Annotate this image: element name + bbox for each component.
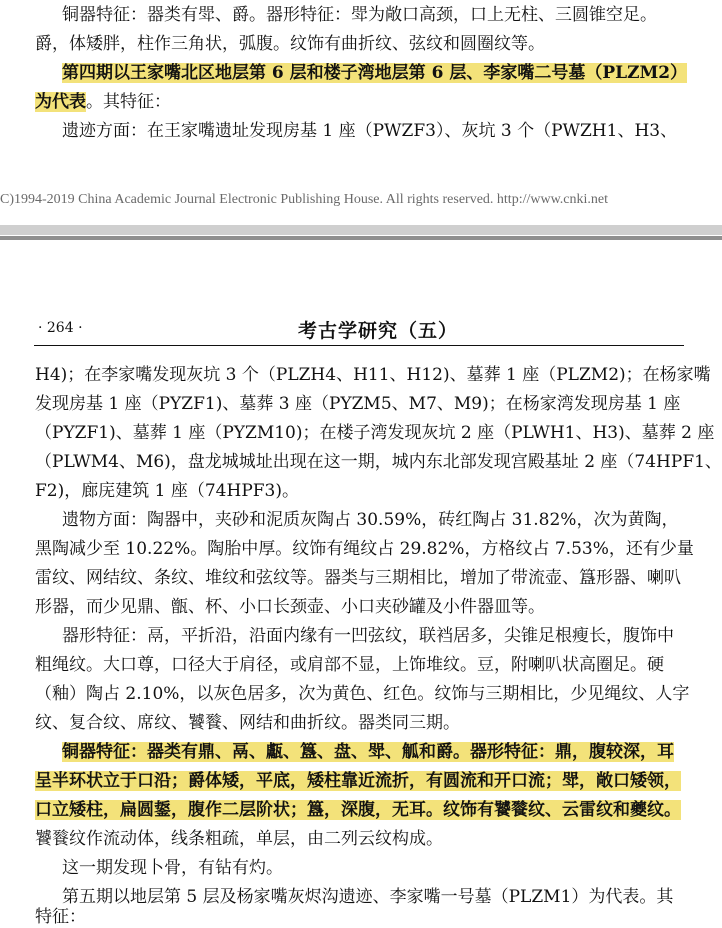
highlight: 口立矮柱，扁圆鋬，腹作二层阶状；簋，深腹，无耳。纹饰有饕餮纹、云雷纹和夔纹。 (35, 800, 681, 820)
highlighted-text-line (35, 799, 681, 821)
text-line: 黑陶减少至 10.22%。陶胎中厚。纹饰有绳纹占 29.82%，方格纹占 7.53%，还有少量 (35, 539, 694, 559)
text-line: 铜器特征：器类有斝、爵。器形特征：斝为敞口高颈，口上无柱、三圆锥空足。 (62, 5, 657, 25)
text-line: 器形特征：鬲，平折沿，沿面内缘有一凹弦纹，联裆居多，尖锥足根瘦长，腹饰中 (62, 626, 674, 646)
book-title: 考古学研究（五） (298, 320, 459, 342)
previous-page-fragment (0, 0, 722, 190)
text-line: 遗物方面：陶器中，夹砂和泥质灰陶占 30.59%，砖红陶占 31.82%，次为黄陶， (62, 510, 679, 530)
highlight: 第四期以王家嘴北区地层第 6 层和楼子湾地层第 6 层、李家嘴二号墓（PLZM2） (62, 63, 688, 83)
text-line: 粗绳纹。大口尊，口径大于肩径，或肩部不显，上饰堆纹。豆，附喇叭状高圈足。硬 (35, 655, 664, 675)
text-rest: 。其特征： (86, 92, 171, 112)
running-header (0, 316, 722, 342)
text-line: 雷纹、网结纹、条纹、堆纹和弦纹等。器类与三期相比，增加了带流壶、簋形器、喇叭 (35, 568, 681, 588)
page-separator (0, 225, 722, 235)
text-line: 发现房基 1 座（PYZF1)、墓葬 3 座（PYZM5、M7、M9)；在杨家湾发现房基 1 座 (35, 394, 681, 414)
text-line: H4)；在李家嘴发现灰坑 3 个（PLZH4、H11、H12)、墓葬 1 座（PLZM2)；在杨家嘴 (35, 365, 711, 385)
highlight: 为代表 (35, 92, 86, 112)
text-line (35, 91, 171, 113)
highlighted-text-line (62, 741, 674, 763)
copyright-notice: C)1994-2019 China Academic Journal Electronic Publishing House. All rights reserved. http://www.cnki.net (0, 192, 608, 207)
page-number: · 264 · (38, 320, 83, 336)
text-line: 纹、复合纹、席纹、饕餮、网结和曲折纹。器类同三期。 (35, 713, 460, 733)
text-line: （釉）陶占 2.10%，以灰色居多，次为黄色、红色。纹饰与三期相比，少见绳纹、人字 (35, 684, 690, 704)
text-line: 饕餮纹作流动体，线条粗疏，单层，由二列云纹构成。 (35, 829, 443, 849)
text-line: 形器，而少见鼎、甑、杯、小口长颈壶、小口夹砂罐及小件器皿等。 (35, 597, 545, 617)
text-line: F2)，廊庑建筑 1 座（74HPF3)。 (35, 481, 300, 501)
header-rule (34, 345, 684, 346)
text-line: 这一期发现卜骨，有钻有灼。 (62, 858, 283, 878)
page-separator-dark (0, 236, 722, 240)
highlighted-text-line (35, 770, 681, 792)
text-line: 第五期以地层第 5 层及杨家嘴灰烬沟遗迹、李家嘴一号墓（PLZM1）为代表。其 (62, 887, 674, 907)
text-line: （PYZF1)、墓葬 1 座（PYZM10)；在楼子湾发现灰坑 2 座（PLWH1、H3)、墓葬 2 座 (35, 423, 715, 443)
text-line: 爵，体矮胖，柱作三角状，弧腹。纹饰有曲折纹、弦纹和圆圈纹等。 (35, 34, 545, 54)
text-line: 遗迹方面：在王家嘴遗址发现房基 1 座（PWZF3）、灰坑 3 个（PWZH1、H3、 (62, 121, 678, 141)
highlighted-text-line (62, 62, 687, 84)
text-line: （PLWM4、M6)，盘龙城城址出现在这一期，城内东北部发现宫殿基址 2 座（74HPF1、 (35, 452, 722, 472)
highlight: 铜器特征：器类有鼎、鬲、甗、簋、盘、斝、觚和爵。器形特征：鼎，腹较深，耳 (62, 742, 674, 762)
text-line: 特征： (35, 907, 86, 927)
highlight: 呈半环状立于口沿；爵体矮，平底，矮柱靠近流折，有圆流和开口流；斝，敞口矮领， (35, 771, 681, 791)
